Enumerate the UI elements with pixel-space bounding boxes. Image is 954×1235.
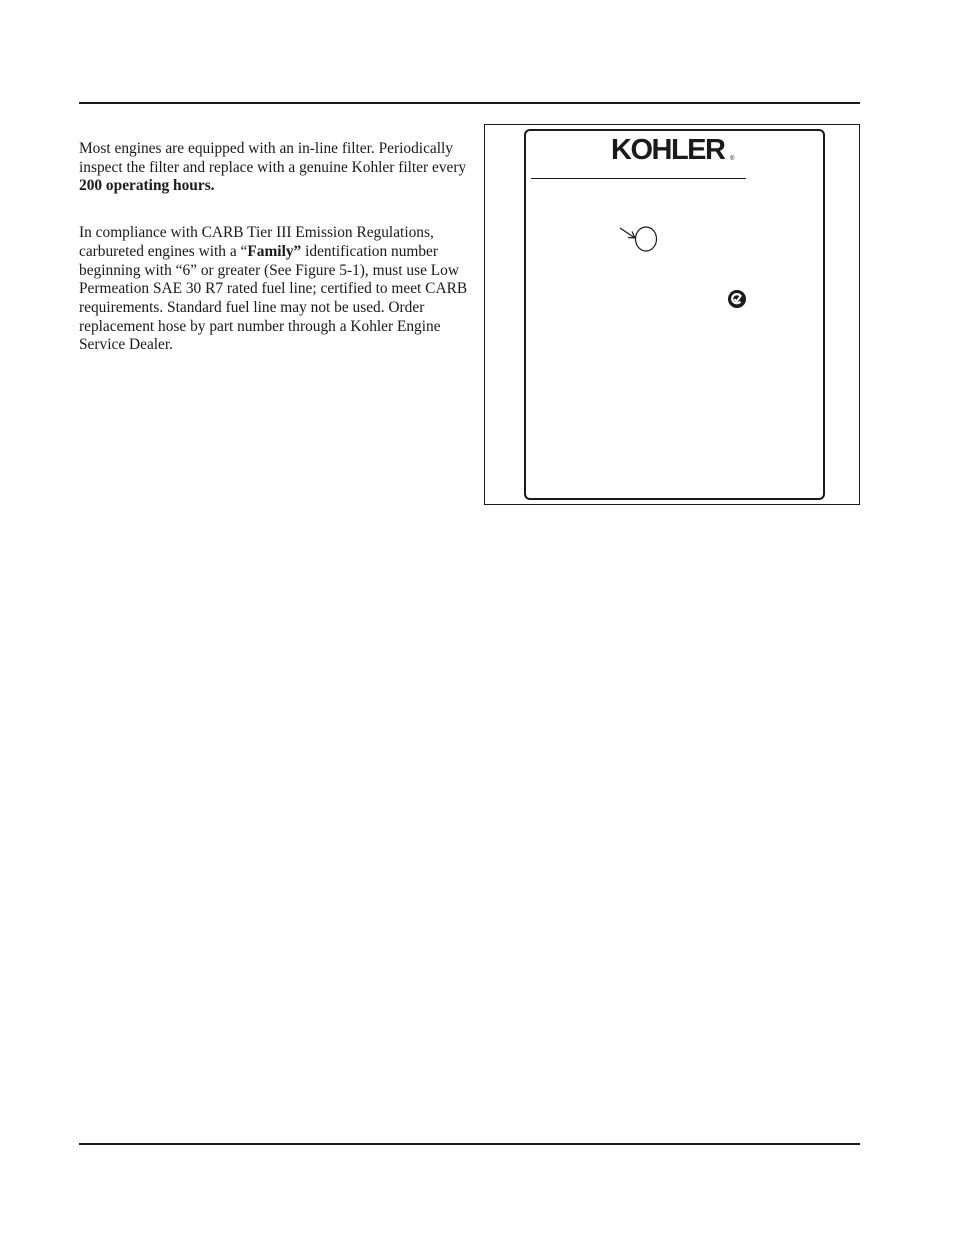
label-divider bbox=[531, 178, 746, 179]
footer-rule bbox=[79, 1143, 860, 1145]
kohler-logo: KOHLER bbox=[611, 134, 725, 166]
fuel-filter-interval: 200 operating hours. bbox=[79, 177, 215, 195]
fuel-filter-text: Most engines are equipped with an in-line filter. Periodically inspect the filter and replace with a genuine Kohler filter every bbox=[79, 140, 467, 176]
body-text-column bbox=[79, 140, 471, 355]
engine-id-label bbox=[524, 129, 825, 500]
fuel-line-paragraph bbox=[79, 224, 471, 355]
csa-certification-icon bbox=[728, 290, 746, 308]
fuel-line-family-term: Family” bbox=[247, 242, 302, 260]
registered-mark: ® bbox=[730, 156, 735, 162]
fuel-line-text-start: In compliance with CARB Tier III Emission Regulations, carbureted engines with a “ bbox=[79, 224, 434, 260]
fuel-line-text-end: identification number beginning with “6” or greater (See Figure 5-1), must use Low Permeation SAE 30 R7 rated fuel line; certified to meet CARB requirements. Standard fuel line may not be used. Order replacement hose by part number through a Kohler Engine Service Dealer. bbox=[79, 242, 468, 354]
fuel-filter-paragraph bbox=[79, 140, 471, 196]
header-rule bbox=[79, 102, 860, 104]
arrow-circle-callout-icon bbox=[614, 222, 660, 254]
